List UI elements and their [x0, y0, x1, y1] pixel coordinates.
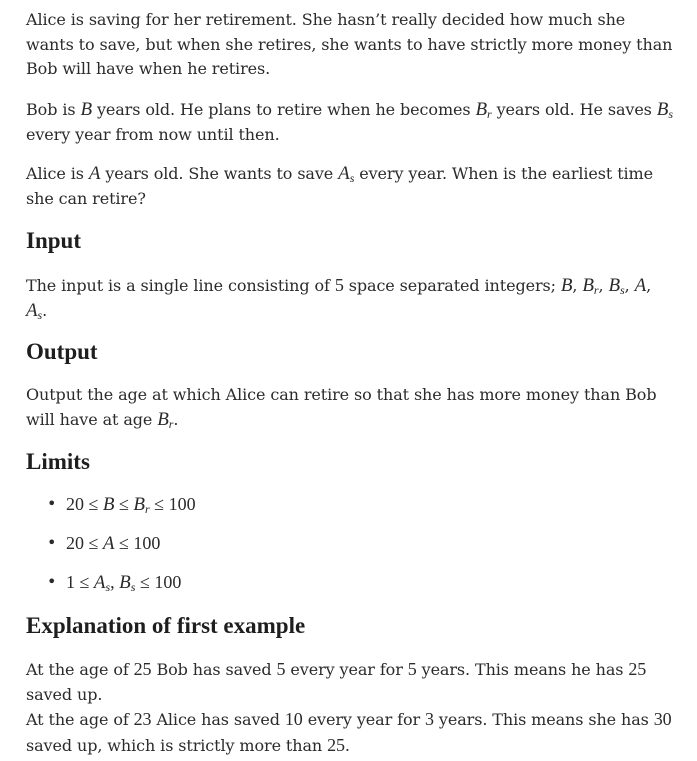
limits-list: [26, 493, 196, 610]
intro-paragraph-3: Alice is A years old. She wants to save $A_s$ every year. When is the earliest time she can retire?: [26, 163, 653, 208]
input-heading: Input: [26, 228, 81, 253]
var-bs: B: [656, 99, 669, 120]
limit-item: • $20 \le B \le B_r \le 100$: [47, 494, 196, 516]
explanation-heading: Explanation of first example: [26, 613, 306, 638]
explanation-text: At the age of 25 Bob has saved 5 every year for 5 years. This means he has 25 saved up. At the age of 23 Alice has saved 10 every year for 3 years. This means she has 30 saved up, which is strictly more than 25.: [26, 659, 672, 755]
intro-paragraph-1: Alice is saving for her retirement. She hasn’t really decided how much she wants to save, but when she retires, she wants to have strictly more money than Bob will have when he retires.: [26, 10, 673, 78]
bullet-icon: •: [47, 533, 57, 552]
bullet-icon: •: [47, 572, 57, 591]
var-b: B: [80, 99, 92, 120]
limits-heading: Limits: [26, 449, 90, 474]
var-a: A: [88, 163, 101, 184]
output-description: Output the age at which Alice can retire so that she has more money than Bob will have at age $B_r$.: [26, 385, 657, 431]
output-heading: Output: [26, 339, 98, 364]
var-br: B: [475, 99, 487, 120]
var-as: A: [338, 163, 350, 184]
bullet-icon: •: [47, 494, 57, 513]
intro-paragraph-2: Bob is B years old. He plans to retire when he becomes $B_r$ years old. He saves $B_s$ every year from now until then.: [26, 99, 673, 144]
limit-item: • $1 \le A_s$, $B_s \le 100$: [47, 572, 182, 594]
limit-item: • 20 ≤ A ≤ 100: [47, 533, 161, 554]
input-description: The input is a single line consisting of 5 space separated integers; B, $B_r$, $B_s$, A, $A_s$.: [26, 275, 652, 322]
